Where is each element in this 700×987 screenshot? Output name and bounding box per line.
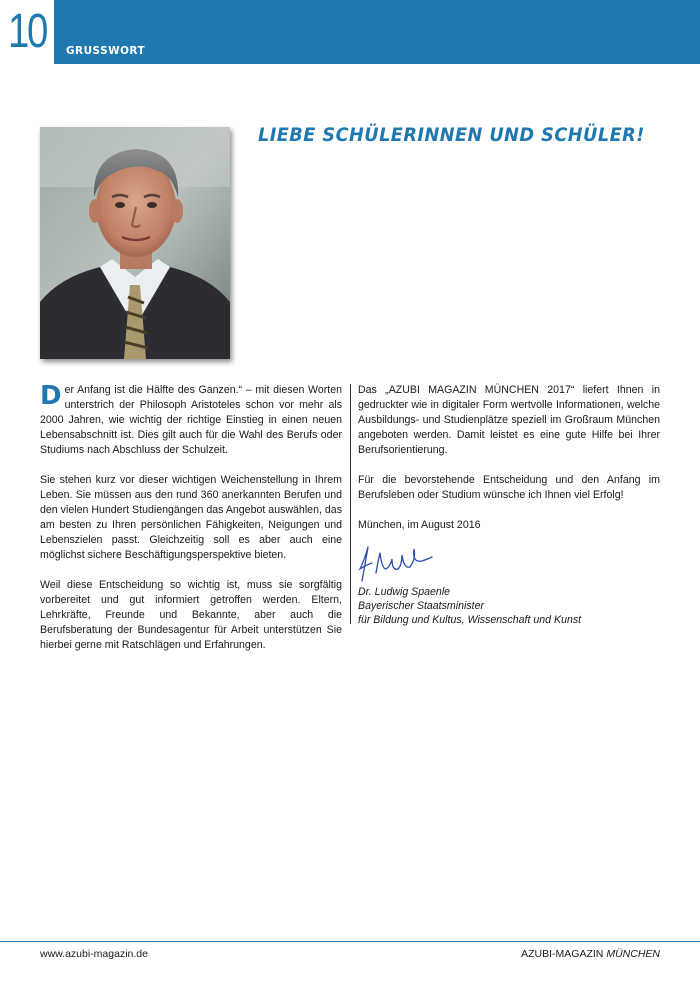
paragraph-2: Sie stehen kurz vor dieser wichtigen Weichenstellung in Ihrem Leben. Sie müssen aus den rund 360 anerkannten Berufen und den vielen Hundert Studiengängen das Angebot auswählen, das am besten zu Ihren persönlichen Fähigkeiten, Neigungen und Lebenszielen passt. Gleichzeitig soll es aber auch eine möglichst sichere Beschäftigungsperspektive bieten.: [40, 474, 342, 561]
headline: LIEBE SCHÜLERINNEN UND SCHÜLER!: [258, 124, 645, 146]
paragraph-intro-text: er Anfang ist die Hälfte des Ganzen.“ – mit diesen Worten unterstrich der Philosoph Aristoteles schon vor mehr als 2000 Jahren, wie wichtig der richtige Einstieg in einen neuen Lebensabschnitt ist. Dies gilt auch für die Wahl des Berufs oder Studiums nach Abschluss der Schulzeit.: [40, 384, 342, 456]
signer-ministry: für Bildung und Kultus, Wissenschaft und Kunst: [358, 614, 582, 626]
page-number-box: [0, 0, 54, 64]
paragraph-3: Weil diese Entscheidung so wichtig ist, muss sie sorgfältig vorbereitet und gut informiert getroffen werden. Eltern, Lehrkräfte, Freunde und Bekannte, aber auch die Berufsberatung der Bundesagentur für Arbeit unterstützen Sie hierbei gerne mit Ratschlägen und Erfahrungen.: [40, 579, 342, 651]
dropcap: D: [40, 381, 62, 411]
signer-name: Dr. Ludwig Spaenle: [358, 586, 451, 598]
left-column: [40, 383, 342, 668]
paragraph-4: Das „AZUBI MAGAZIN MÜNCHEN 2017“ liefert Ihnen in gedruckter wie in digitaler Form wertvolle Informationen, welche Ausbildungs- und Studienplätze speziell im Großraum München angeboten werden. Damit leistet es eine gute Hilfe bei Ihrer Berufsorientierung.: [358, 384, 660, 456]
signature-block: [358, 585, 660, 627]
portrait-photo: [40, 127, 230, 359]
section-label: GRUSSWORT: [66, 44, 146, 57]
footer-brand: [521, 948, 660, 960]
right-column: [358, 383, 660, 627]
paragraph-intro: [40, 383, 342, 458]
footer-website: www.azubi-magazin.de: [40, 948, 148, 960]
footer-line: [0, 941, 700, 942]
place-date: München, im August 2016: [358, 519, 481, 531]
signature-icon: [356, 539, 436, 585]
portrait-photo-icon: [40, 127, 230, 359]
page-number: 10: [8, 5, 46, 58]
footer-brand-main: AZUBI-MAGAZIN: [521, 948, 604, 960]
footer-brand-city: MÜNCHEN: [606, 948, 660, 960]
signer-title: Bayerischer Staatsminister: [358, 600, 484, 612]
paragraph-5: Für die bevorstehende Entscheidung und den Anfang im Berufsleben oder Studium wünsche ich Ihnen viel Erfolg!: [358, 474, 660, 501]
column-divider: [350, 384, 351, 624]
